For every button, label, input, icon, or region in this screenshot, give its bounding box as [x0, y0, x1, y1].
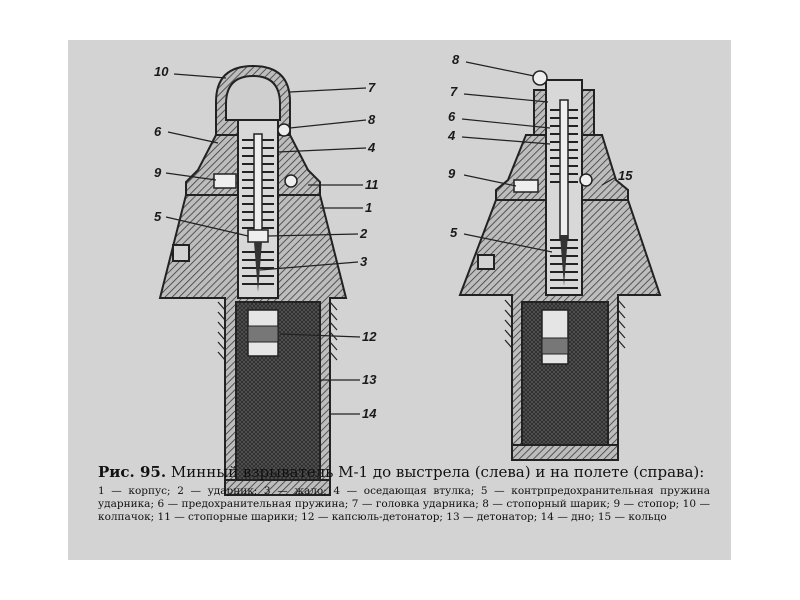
- label-14: 14: [362, 406, 377, 421]
- label-9: 9: [448, 166, 456, 181]
- label-10: 10: [154, 64, 169, 79]
- label-8: 8: [452, 52, 460, 67]
- label-5: 5: [154, 209, 162, 224]
- label-11: 11: [365, 177, 379, 192]
- caption-title: [98, 462, 710, 482]
- figure-legend: 1 — корпус; 2 — ударник; 3 — жало; 4 — оседающая втулка; 5 — контрпредохранительная пружина ударника; 6 — предохранительная пружина; 7 — головка ударника; 8 — стопорный шарик; 9 — стопор; 10 — колпачок; 11 — стопорные шарики; 12 — капсюль-детонатор; 13 — детонатор; 14 — дно; 15 — кольцо: [98, 485, 710, 523]
- label-7: 7: [450, 84, 458, 99]
- label-13: 13: [362, 372, 377, 387]
- label-4: 4: [368, 140, 376, 155]
- label-2: 2: [360, 226, 368, 241]
- label-9: 9: [154, 165, 162, 180]
- label-3: 3: [360, 254, 368, 269]
- label-12: 12: [362, 329, 377, 344]
- label-5: 5: [450, 225, 458, 240]
- label-1: 1: [365, 200, 373, 215]
- figure-title: Минный взрыватель М-1 до выстрела (слева) и на полете (справа):: [170, 463, 705, 481]
- label-6: 6: [154, 124, 162, 139]
- label-15: 15: [618, 168, 633, 183]
- figure-caption: [98, 462, 710, 524]
- figure-number: Рис. 95.: [98, 463, 167, 481]
- left-fuze: [160, 66, 346, 495]
- label-8: 8: [368, 112, 376, 127]
- label-6: 6: [448, 109, 456, 124]
- label-4: 4: [448, 128, 456, 143]
- right-fuze: [460, 71, 660, 460]
- label-7: 7: [368, 80, 376, 95]
